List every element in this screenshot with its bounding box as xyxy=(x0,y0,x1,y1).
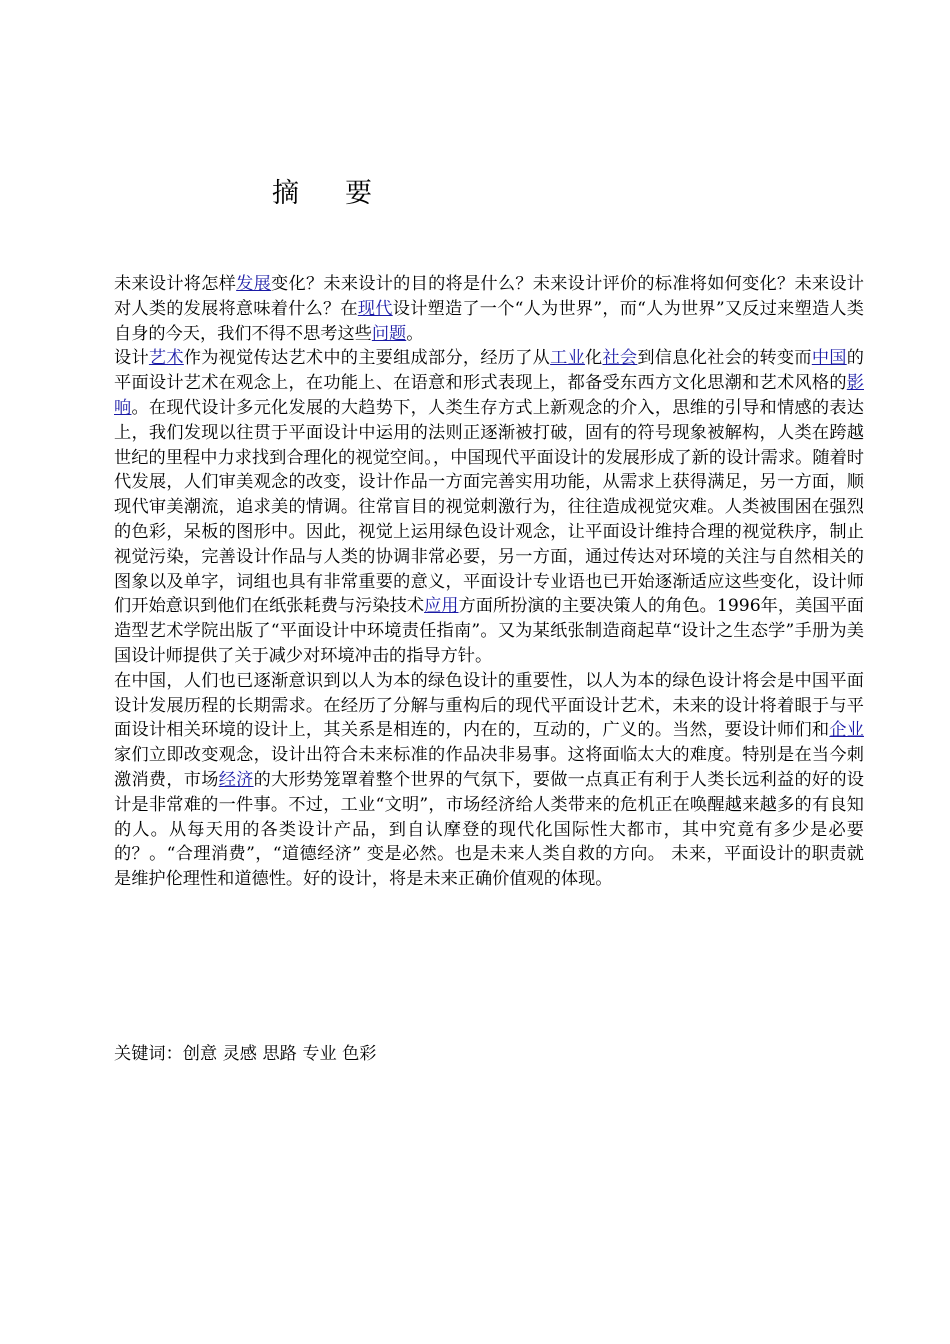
inline-link[interactable]: 企业 xyxy=(829,720,864,741)
paragraph-text: 方面所扮演的主要决策人的角色。1996年，美国平面造型艺术学院出版了“平面设计中环境责任指南”。又为某纸张制造商起草“设计之生态学”手册为美国设计师提供了关于减少对环境冲击的指导方针。 xyxy=(114,596,864,666)
paragraph-text: 。 xyxy=(406,323,424,344)
inline-link[interactable]: 社会 xyxy=(602,348,638,369)
page-title xyxy=(272,176,372,212)
keywords-label: 关键词： xyxy=(114,1044,183,1064)
paragraph-text: 。在现代设计多元化发展的大趋势下，人类生存方式上新观念的介入，思维的引导和情感的表达上，我们发现以往贯于平面设计中运用的法则正逐渐被打破，固有的符号现象被解构，人类在跨越世纪的里程中力求找到合理化的视觉空间。，中国现代平面设计的发展形成了新的设计需求。随着时代发展，人们审美观念的改变，设计作品一方面完善实用功能，从需求上获得满足，另一方面，顺现代审美潮流，追求美的情调。往常盲目的视觉刺激行为，往往造成视觉灾难。人类被围困在强烈的色彩，呆板的图形中。因此，视觉上运用绿色设计观念，让平面设计维持合理的视觉秩序，制止视觉污染，完善设计作品与人类的协调非常必要，另一方面，通过传达对环境的关注与自然相关的图象以及单字，词组也具有非常重要的意义，平面设计专业语也已开始逐渐适应这些变化，设计师们开始意识到他们在纸张耗费与污染技术 xyxy=(114,397,864,617)
paragraph-text: 作为视觉传达艺术中的主要组成部分，经历了从 xyxy=(183,348,551,369)
paragraph-text: 到信息化社会的转变而 xyxy=(637,348,812,369)
inline-link[interactable]: 经济 xyxy=(218,769,254,790)
paragraph-3 xyxy=(114,669,864,892)
inline-link[interactable]: 发展 xyxy=(236,274,272,294)
inline-link[interactable]: 问题 xyxy=(371,323,407,344)
keywords-line xyxy=(114,1042,377,1066)
title-char-2: 要 xyxy=(345,178,372,209)
paragraph-text: 在中国，人们也已逐渐意识到以人为本的绿色设计的重要性，以人为本的绿色设计将会是中国平面设计发展历程的长期需求。在经历了分解与重构后的现代平面设计艺术，未来的设计将着眼于与平面设计相关环境的设计上，其关系是相连的，内在的，互动的，广义的。当然，要设计师们和 xyxy=(114,670,864,741)
abstract-body xyxy=(114,272,864,892)
inline-link[interactable]: 中国 xyxy=(811,348,847,369)
paragraph-text: 设计塑造了一个“人为世界”，而“人为世界”又反过来塑造人类自身的今天，我们不得不思考这些 xyxy=(114,298,864,344)
inline-link[interactable]: 工业 xyxy=(550,348,586,369)
paragraph-text: 的平面设计艺术在观念上，在功能上、在语意和形式表现上，都备受东西方文化思潮和艺术风格的 xyxy=(114,348,864,394)
title-char-1: 摘 xyxy=(272,178,299,209)
inline-link[interactable]: 现代 xyxy=(357,298,393,319)
paragraph-text: 变化？未来设计的目的将是什么？未来设计评价的标准将如何变化？未来设计对人类的发展将意味着什么？在 xyxy=(114,274,864,319)
paragraph-2 xyxy=(114,346,864,668)
inline-link[interactable]: 影响 xyxy=(114,373,864,418)
paragraph-1 xyxy=(114,272,864,346)
paragraph-text: 的大形势笼罩着整个世界的气氛下，要做一点真正有利于人类长远利益的好的设计是非常难的一件事。不过，工业“文明”，市场经济给人类带来的危机正在唤醒越来越多的有良知的人。从每天用的各类设计产品，到自认摩登的现代化国际性大都市，其中究竟有多少是必要的？。“合理消费”，“道德经济” 变是必然。也是未来人类自救的方向。 未来，平面设计的职责就是维护伦理性和道德性。好的设计，将是未来正确价值观的体现。 xyxy=(114,769,864,890)
paragraph-text: 家们立即改变观念，设计出符合未来标准的作品决非易事。这将面临太大的难度。特别是在当今刺激消费，市场 xyxy=(114,745,864,790)
inline-link[interactable]: 应用 xyxy=(424,596,459,617)
paragraph-text: 设计 xyxy=(114,348,149,369)
paragraph-text: 化 xyxy=(585,348,603,369)
paragraph-text: 未来设计将怎样 xyxy=(114,274,237,294)
keywords-text: 创意 灵感 思路 专业 色彩 xyxy=(182,1044,377,1064)
inline-link[interactable]: 艺术 xyxy=(148,348,184,369)
